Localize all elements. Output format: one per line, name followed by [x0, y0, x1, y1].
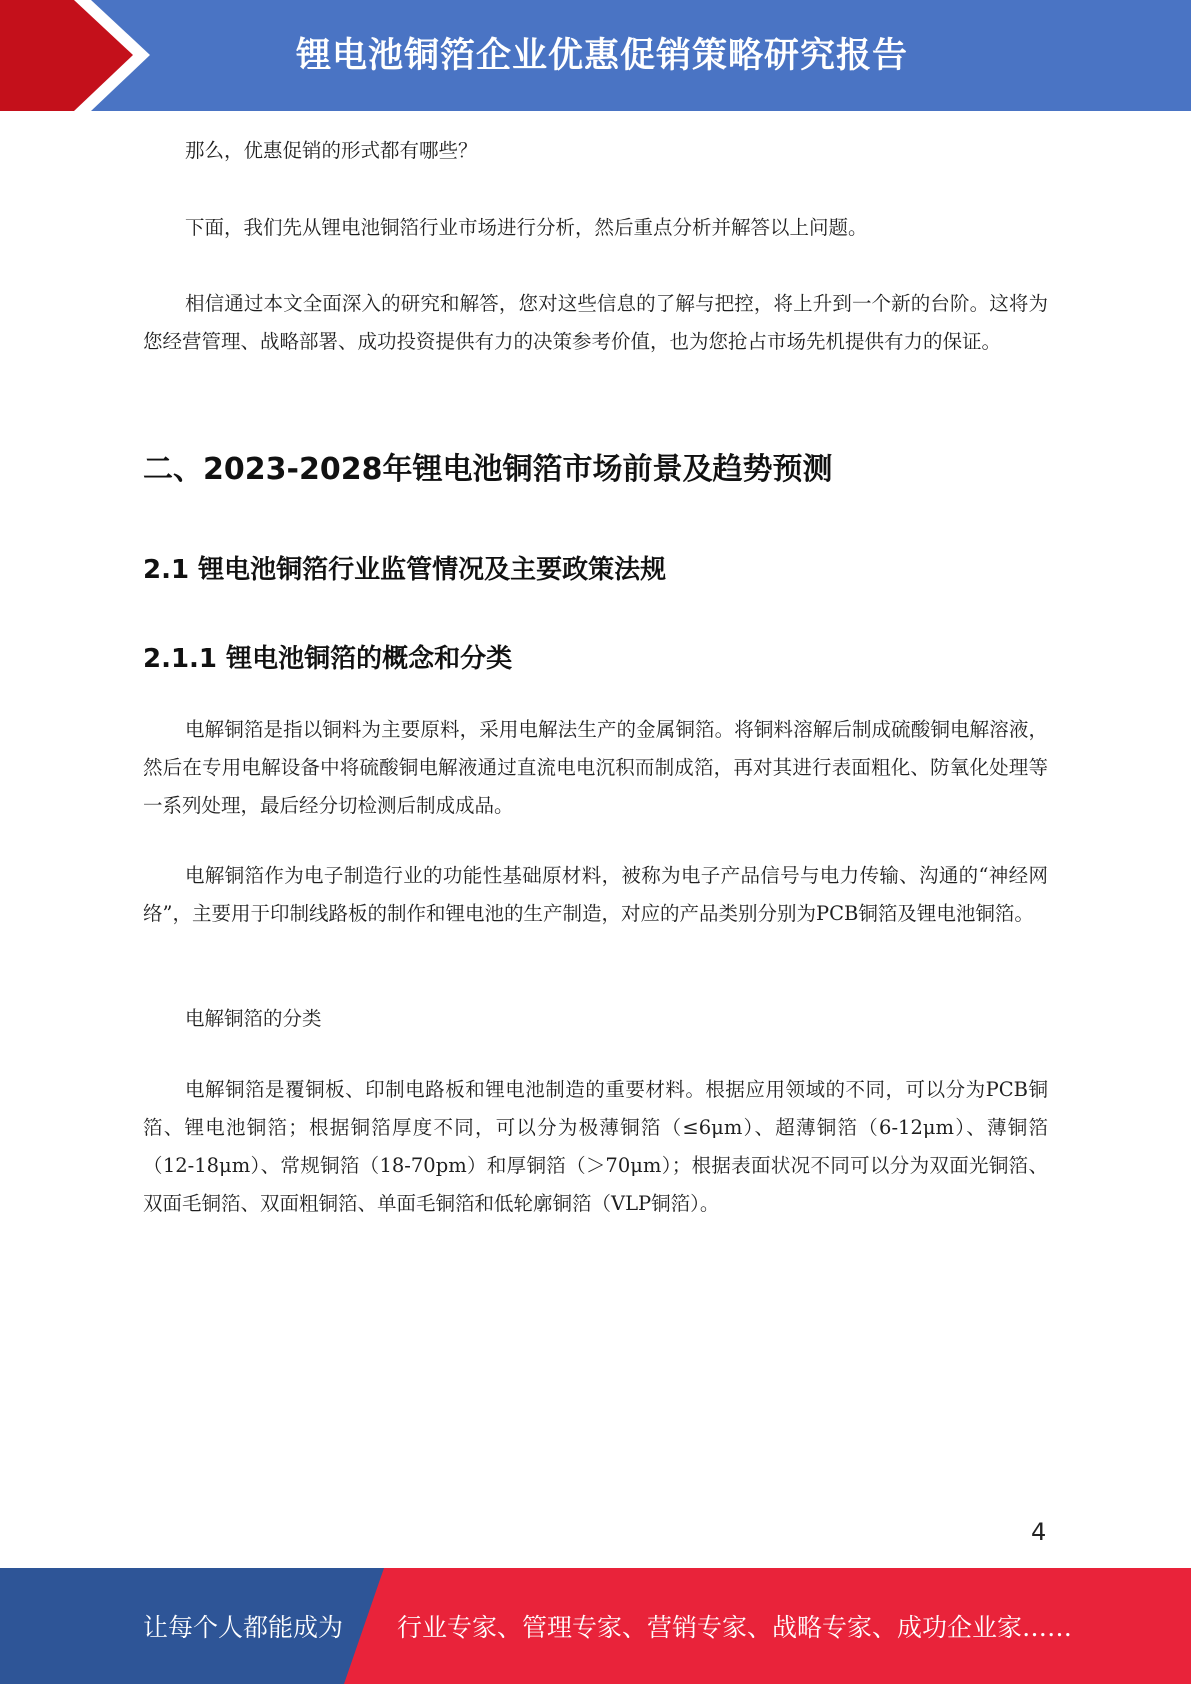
paragraph-definition: 电解铜箔是指以铜料为主要原料，采用电解法生产的金属铜箔。将铜料溶解后制成硫酸铜电解溶液，然后在专用电解设备中将硫酸铜电解液通过直流电电沉积而制成箔，再对其进行表面粗化、防氧化处理等一系列处理，最后经分切检测后制成成品。 [143, 718, 1048, 817]
footer-slogan-right: 行业专家、管理专家、营销专家、战略专家、成功企业家…… [397, 1613, 1073, 1642]
page-header [0, 0, 1191, 111]
paragraph-analysis-plan: 下面，我们先从锂电池铜箔行业市场进行分析，然后重点分析并解答以上问题。 [185, 216, 868, 239]
header-title: 锂电池铜箔企业优惠促销策略研究报告 [296, 36, 909, 76]
page-number: 4 [1031, 1518, 1047, 1546]
heading-section-2-1: 2.1 锂电池铜箔行业监管情况及主要政策法规 [143, 555, 667, 585]
heading-section-2: 二、2023-2028年锂电池铜箔市场前景及趋势预测 [143, 452, 833, 487]
paragraph-classification-title: 电解铜箔的分类 [185, 1007, 322, 1030]
paragraph-value: 相信通过本文全面深入的研究和解答，您对这些信息的了解与把控，将上升到一个新的台阶。这将为您经营管理、战略部署、成功投资提供有力的决策参考价值，也为您抢占市场先机提供有力的保证。 [143, 292, 1048, 353]
heading-section-2-1-1: 2.1.1 锂电池铜箔的概念和分类 [143, 644, 513, 674]
paragraph-promotion-forms: 那么，优惠促销的形式都有哪些？ [185, 139, 478, 162]
footer-slogan-left: 让每个人都能成为 [143, 1613, 344, 1642]
page-footer [0, 1568, 1191, 1684]
paragraph-function: 电解铜箔作为电子制造行业的功能性基础原材料，被称为电子产品信号与电力传输、沟通的“神经网络”，主要用于印制线路板的制作和锂电池的生产制造，对应的产品类别分别为PCB铜箔及锂电池铜箔。 [143, 864, 1048, 925]
paragraph-classification: 电解铜箔是覆铜板、印制电路板和锂电池制造的重要材料。根据应用领域的不同，可以分为PCB铜箔、锂电池铜箔；根据铜箔厚度不同，可以分为极薄铜箔（≤6μm）、超薄铜箔（6-12μm）、薄铜箔（12-18μm）、常规铜箔（18-70pm）和厚铜箔（＞70μm）；根据表面状况不同可以分为双面光铜箔、双面毛铜箔、双面粗铜箔、单面毛铜箔和低轮廓铜箔（VLP铜箔）。 [143, 1078, 1048, 1215]
